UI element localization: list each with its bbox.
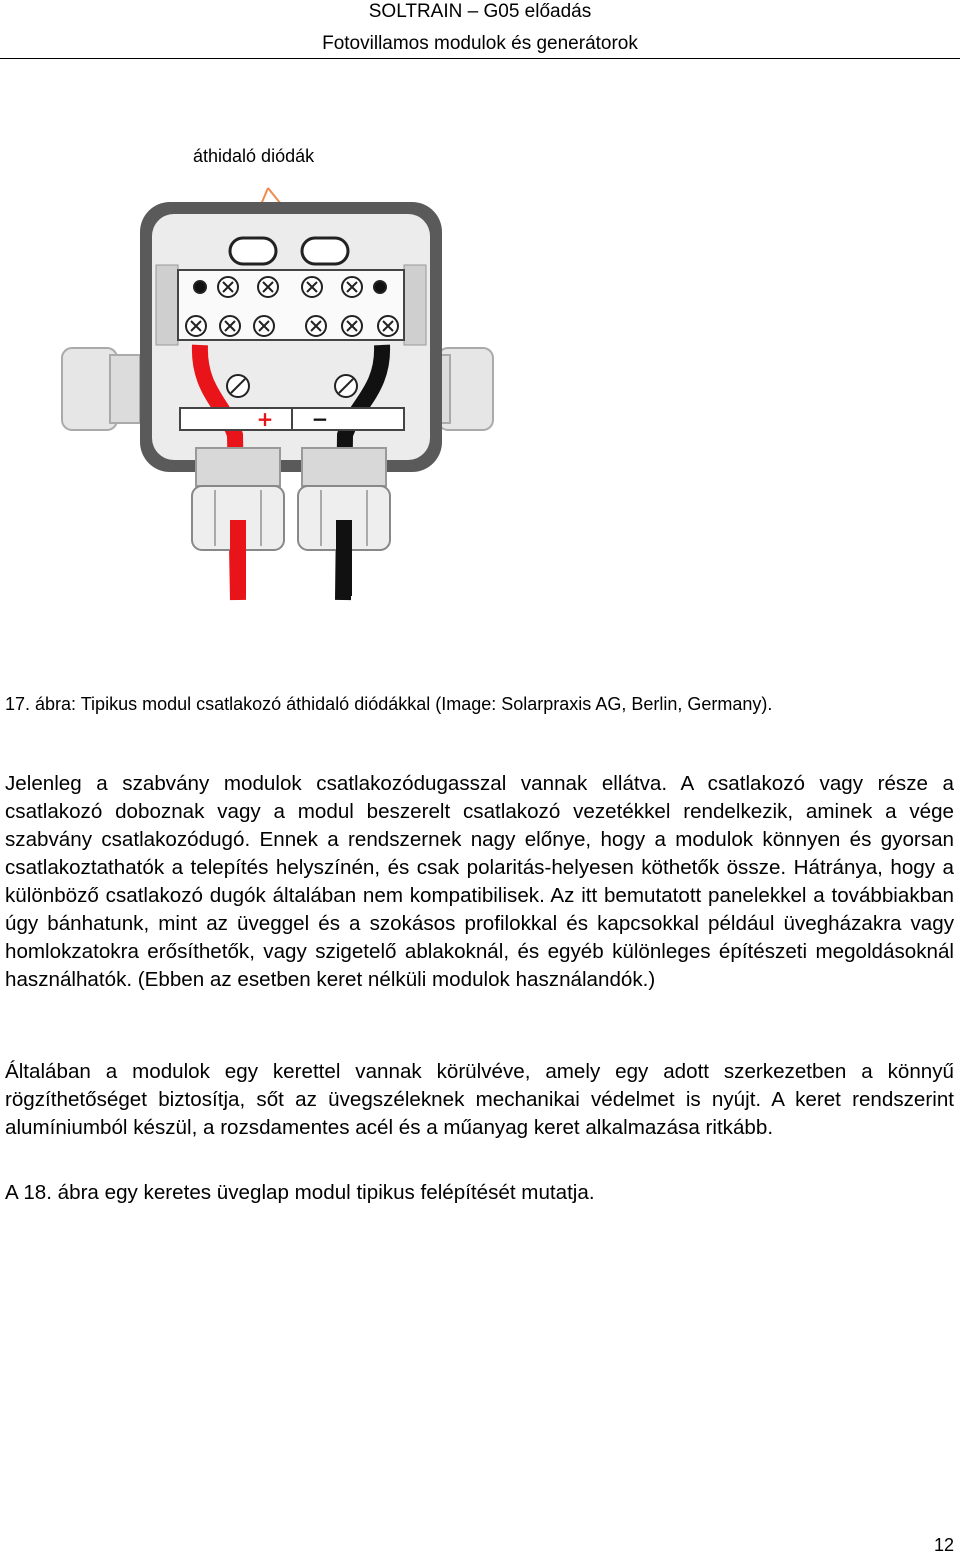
red-wire-exit bbox=[230, 520, 246, 596]
paragraph-2: Általában a modulok egy kerettel vannak körülvéve, amely egy adott szerkezetben a könnyű rögzíthetőséget biztosítja, sőt az üvegszéleknek mechanikai védelmet is nyújt. A keret rendszerint alumíniumból készül, a rozsdamentes acél és a műanyag keret alkalmazása ritkább. bbox=[5, 1060, 954, 1139]
page-number: 12 bbox=[933, 1535, 954, 1555]
plus-sign: + bbox=[256, 407, 274, 431]
terminal-block bbox=[178, 270, 404, 340]
paragraph-3: A 18. ábra egy keretes üveglap modul tipikus felépítését mutatja. bbox=[5, 1181, 595, 1204]
minus-sign: − bbox=[311, 407, 329, 431]
paragraph-1: Jelenleg a szabvány modulok csatlakozódugasszal vannak ellátva. A csatlakozó vagy része a csatlakozó doboznak vagy a modul beszerelt csatlakozó vezetékkel rendelkezik, aminek a vége szabvány csatlakozódugó. Ennek a rendszernek nagy előnye, hogy a modulok könnyen és gyorsan csatlakoztathatók a telepítés helyszínén, és csak polaritás-helyesen köthetők össze. Hátránya, hogy a különböző csatlakozó dugók általában nem kompatibilisek. Az itt bemutatott panelekkel a továbbiakban úgy bánhatunk, mint az üveggel és a szokásos profilokkal és kapcsokkal például üvegházakra vagy homlokzatokra erősíthetők, vagy szigetelő ablakoknál, és egyéb különleges építészeti megoldásoknál használhatók. (Ebben az esetben keret nélküli modulok használandók.) bbox=[5, 772, 954, 991]
header-title: SOLTRAIN – G05 előadás bbox=[368, 1, 592, 22]
left-gland bbox=[62, 348, 140, 430]
junction-box-figure bbox=[20, 180, 580, 620]
page-header bbox=[0, 0, 960, 59]
bypass-diodes-label: áthidaló diódák bbox=[193, 146, 315, 166]
figure-caption: 17. ábra: Tipikus modul csatlakozó áthidaló diódákkal (Image: Solarpraxis AG, Berlin, Germany). bbox=[5, 694, 773, 714]
black-wire-exit bbox=[336, 520, 352, 596]
header-subtitle: Fotovillamos modulok és generátorok bbox=[322, 33, 638, 54]
junction-box-illustration bbox=[20, 180, 580, 620]
